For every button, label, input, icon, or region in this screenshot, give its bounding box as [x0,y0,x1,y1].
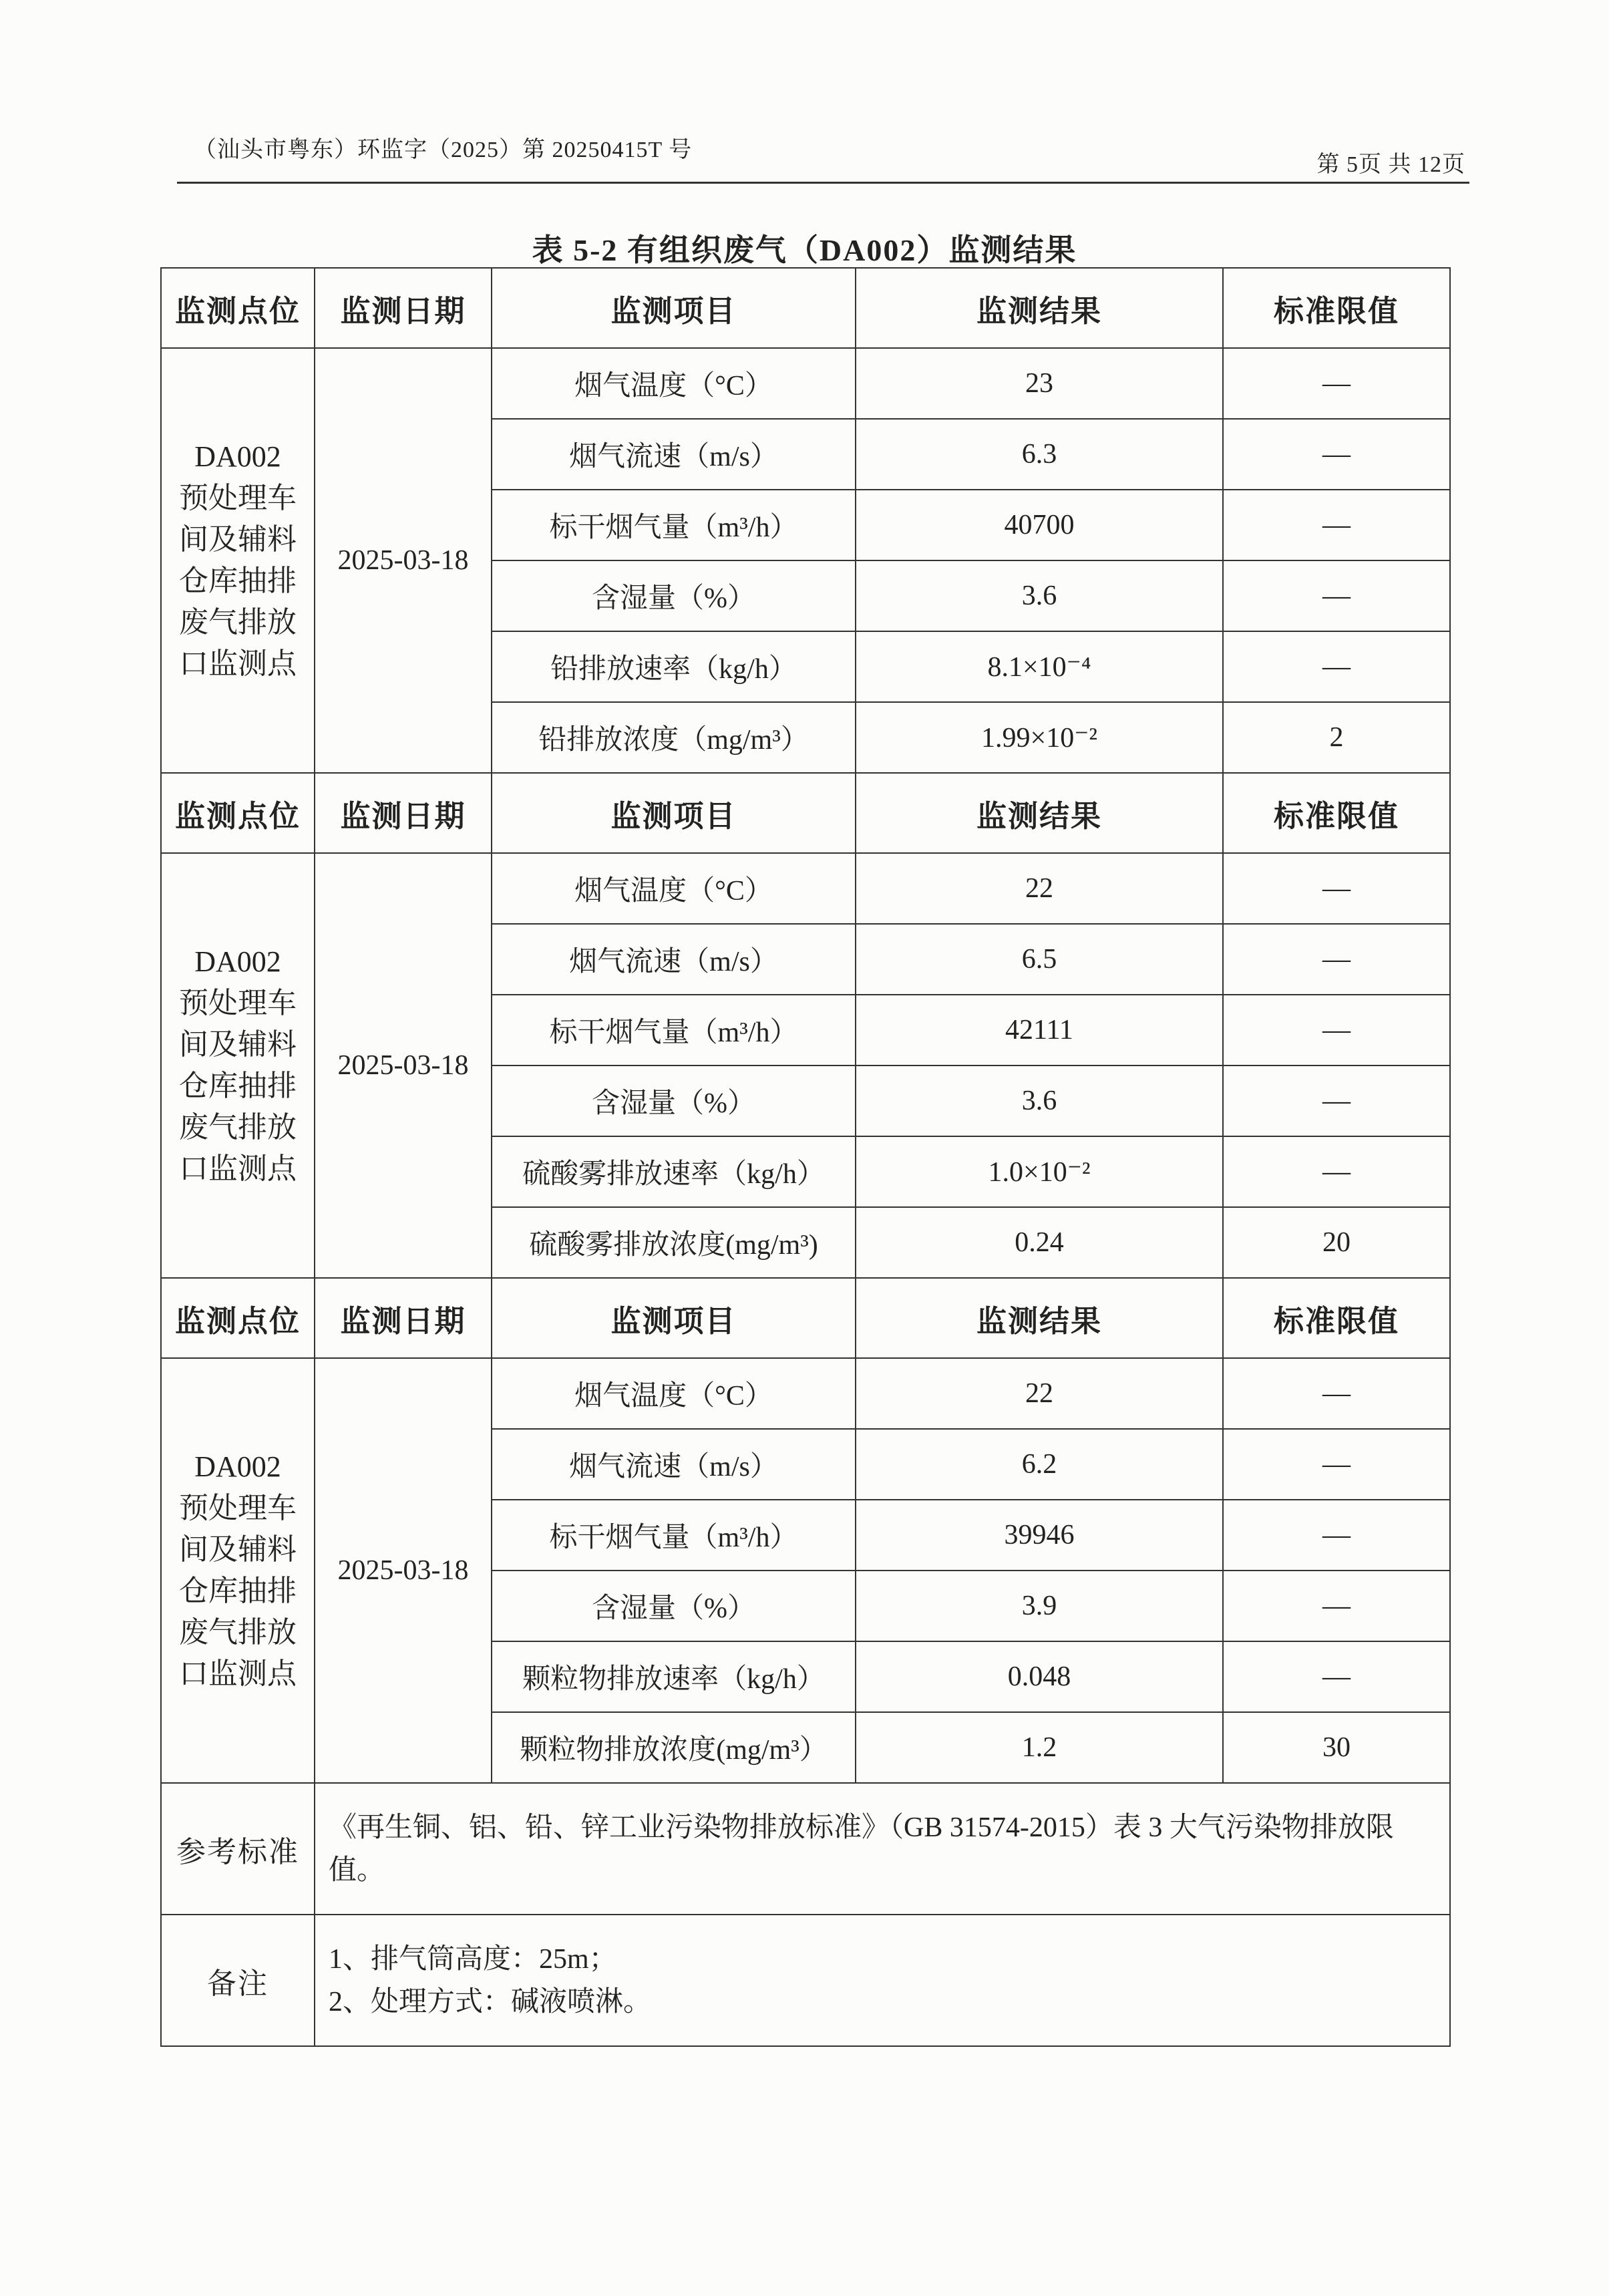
monitoring-point-line: 预处理车 [179,482,297,514]
monitoring-item: 标干烟气量（m³/h） [492,1500,856,1571]
standard-limit: — [1223,1500,1450,1571]
monitoring-point-line: 仓库抽排 [179,1575,297,1607]
monitoring-result: 42111 [856,995,1223,1065]
monitoring-result: 22 [856,1358,1223,1429]
standard-limit: 20 [1223,1207,1450,1278]
reference-label: 参考标准 [161,1783,315,1915]
col-header-item: 监测项目 [492,1278,856,1358]
standard-limit: — [1223,1358,1450,1429]
monitoring-point-line: 废气排放 [179,1616,297,1649]
col-header-limit: 标准限值 [1223,1278,1450,1358]
monitoring-point-line: DA002 [194,440,281,473]
col-header-point: 监测点位 [161,268,315,348]
table-title: 表 5-2 有组织废气（DA002）监测结果 [532,233,1077,267]
monitoring-item: 含湿量（%） [492,560,856,631]
monitoring-item: 烟气流速（m/s） [492,419,856,490]
monitoring-result: 6.2 [856,1429,1223,1500]
standard-limit: — [1223,853,1450,924]
monitoring-result: 6.3 [856,419,1223,490]
monitoring-point-line: 间及辅料 [179,1533,297,1566]
monitoring-result: 1.2 [856,1712,1223,1783]
monitoring-date: 2025-03-18 [315,1358,492,1783]
standard-limit: — [1223,560,1450,631]
monitoring-item: 铅排放速率（kg/h） [492,631,856,702]
monitoring-point-line: 口监测点 [179,647,297,680]
remarks-label: 备注 [161,1915,315,2046]
col-header-result: 监测结果 [856,1278,1223,1358]
remarks-content [315,1915,1450,2046]
standard-limit: — [1223,924,1450,995]
col-header-limit: 标准限值 [1223,268,1450,348]
monitoring-point-line: 间及辅料 [179,523,297,556]
monitoring-point-line: 预处理车 [179,1492,297,1524]
col-header-result: 监测结果 [856,268,1223,348]
header-divider [177,182,1469,184]
monitoring-results-table [160,267,1451,2047]
monitoring-item: 烟气流速（m/s） [492,1429,856,1500]
standard-limit: — [1223,1136,1450,1207]
monitoring-point [161,1358,315,1783]
table-row [161,853,1450,924]
monitoring-point-line: 间及辅料 [179,1028,297,1061]
col-header-date: 监测日期 [315,773,492,853]
monitoring-result: 23 [856,348,1223,419]
monitoring-result: 8.1×10⁻⁴ [856,631,1223,702]
remarks-row [161,1915,1450,2046]
reference-row [161,1783,1450,1915]
monitoring-item: 含湿量（%） [492,1571,856,1641]
monitoring-item: 烟气温度（°C） [492,1358,856,1429]
monitoring-result: 0.048 [856,1641,1223,1712]
standard-limit: — [1223,1065,1450,1136]
remarks-line: 1、排气筒高度：25m； [329,1943,617,1975]
monitoring-item: 标干烟气量（m³/h） [492,995,856,1065]
monitoring-point [161,348,315,773]
monitoring-result: 1.99×10⁻² [856,702,1223,773]
monitoring-item: 烟气温度（°C） [492,348,856,419]
monitoring-point-line: DA002 [194,1450,281,1483]
monitoring-item: 颗粒物排放速率（kg/h） [492,1641,856,1712]
monitoring-item: 铅排放浓度（mg/m³） [492,702,856,773]
standard-limit: 30 [1223,1712,1450,1783]
monitoring-date: 2025-03-18 [315,853,492,1278]
monitoring-point-line: 仓库抽排 [179,1070,297,1102]
monitoring-item: 含湿量（%） [492,1065,856,1136]
monitoring-result: 3.6 [856,1065,1223,1136]
monitoring-point-line: 废气排放 [179,606,297,639]
table-row [161,1358,1450,1429]
monitoring-item: 硫酸雾排放浓度(mg/m³) [492,1207,856,1278]
monitoring-item: 硫酸雾排放速率（kg/h） [492,1136,856,1207]
report-number: （汕头市粤东）环监字（2025）第 20250415T 号 [194,138,693,162]
col-header-date: 监测日期 [315,268,492,348]
monitoring-item: 颗粒物排放浓度(mg/m³） [492,1712,856,1783]
monitoring-result: 6.5 [856,924,1223,995]
monitoring-point-line: 口监测点 [179,1657,297,1690]
monitoring-point-line: 口监测点 [179,1152,297,1185]
monitoring-point-line: 废气排放 [179,1111,297,1144]
monitoring-point-line: DA002 [194,945,281,978]
remarks-line: 2、处理方式：碱液喷淋。 [329,1986,652,2017]
reference-text: 《再生铜、铝、铅、锌工业污染物排放标准》（GB 31574-2015）表 3 大气污染物排放限值。 [315,1783,1450,1915]
monitoring-result: 3.6 [856,560,1223,631]
monitoring-result: 0.24 [856,1207,1223,1278]
monitoring-date: 2025-03-18 [315,348,492,773]
monitoring-point [161,853,315,1278]
monitoring-item: 烟气温度（°C） [492,853,856,924]
monitoring-result: 22 [856,853,1223,924]
col-header-point: 监测点位 [161,773,315,853]
standard-limit: 2 [1223,702,1450,773]
page-number: 第 5页 共 12页 [1316,152,1465,177]
table-header-row [161,1278,1450,1358]
standard-limit: — [1223,1641,1450,1712]
col-header-limit: 标准限值 [1223,773,1450,853]
standard-limit: — [1223,419,1450,490]
col-header-item: 监测项目 [492,773,856,853]
standard-limit: — [1223,490,1450,560]
col-header-point: 监测点位 [161,1278,315,1358]
monitoring-result: 1.0×10⁻² [856,1136,1223,1207]
monitoring-point-line: 预处理车 [179,987,297,1019]
monitoring-result: 3.9 [856,1571,1223,1641]
standard-limit: — [1223,1571,1450,1641]
monitoring-point-line: 仓库抽排 [179,564,297,597]
col-header-result: 监测结果 [856,773,1223,853]
table-header-row [161,773,1450,853]
standard-limit: — [1223,631,1450,702]
monitoring-result: 40700 [856,490,1223,560]
table-row [161,348,1450,419]
monitoring-item: 烟气流速（m/s） [492,924,856,995]
table-header-row [161,268,1450,348]
monitoring-result: 39946 [856,1500,1223,1571]
standard-limit: — [1223,995,1450,1065]
monitoring-item: 标干烟气量（m³/h） [492,490,856,560]
standard-limit: — [1223,348,1450,419]
col-header-date: 监测日期 [315,1278,492,1358]
standard-limit: — [1223,1429,1450,1500]
col-header-item: 监测项目 [492,268,856,348]
